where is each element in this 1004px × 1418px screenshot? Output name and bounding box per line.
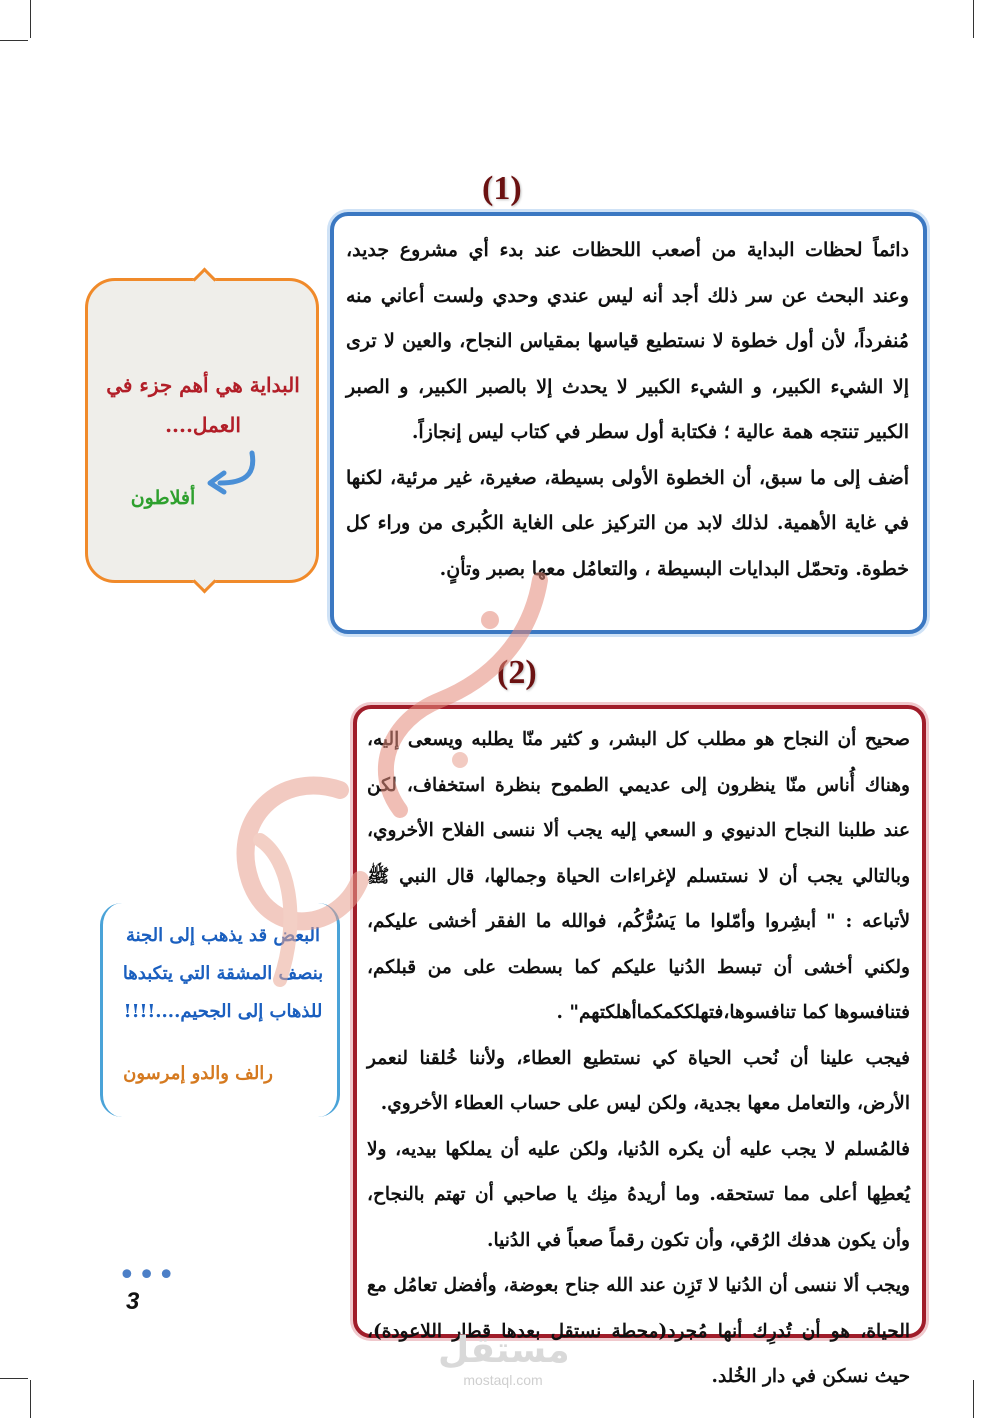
quote-notch-bottom <box>192 569 216 593</box>
crop-mark-bottom-right <box>973 1380 974 1418</box>
page-dots: ••• <box>118 1258 178 1293</box>
section-1-number: (1) <box>482 170 522 207</box>
section-2-paragraph-4: ويجب ألا ننسى أن الدُنيا لا تَزِن عند الله جناح بعوضة، وأفضل تعامُل مع الحياة، هو أن تُدرِك أنها مُجرد(محطة نستقل بعدها قطار اللاعودة)، حيث نسكن في دار الخُلد. <box>367 1275 910 1387</box>
watermark-arabic: مستقل <box>438 1330 570 1371</box>
side-quote-1 <box>85 278 319 583</box>
quote-1-author: أفلاطون <box>130 487 196 509</box>
crop-mark-bottom-left <box>30 1380 31 1418</box>
section-2-paragraph-3: فالمُسلم لا يجب عليه أن يكره الدُنيا، ولكن عليه أن يملكها بيديه، ولا يُعطِها أعلى مما تستحقه. وما أريدهُ منِك يا صاحبي أن تهتم بالنجاح، وأن يكون هدفك الرُقي، وأن تكون رقماً صعباً في الدُنيا. <box>367 1138 910 1251</box>
section-2-paragraph-1: صحيح أن النجاح هو مطلب كل البشر، و كثير منّا يطلبه ويسعى إليه، وهناك أُناس منّا ينظرون إلى عديمي الطموح بنظرة استخفاف، لكن عند طلبنا النجاح الدنيوي و السعي إليه يجب ألا ننسى الفلاح الأخروي، وبالتالي يجب أن لا نستسلم لإغراءات الحياة وجمالها، قال النبي ﷺ لأتباعه : " أبشِروا وأمّلوا ما يَسُرُّكُم، فوالله ما الفقر أخشى عليكم، ولكني أخشى أن تبسط الدُنيا عليكم كما بسطت على من قبلكم، فتنافسوها كما تنافسوها،فتهلككمكماأهلكتهم" . <box>367 729 910 1023</box>
section-1-box <box>330 212 927 634</box>
section-1-paragraph-1: دائماً لحظات البداية من أصعب اللحظات عند بدء أي مشروع جديد، وعند البحث عن سر ذلك أجد أنه ليس عندي وحدي ولست أعاني منه مُنفرداً، لأن أول خطوة لا نستطيع قياسها بمقياس النجاح، والعين لا ترى إلا الشيء الكبير، و الشيء الكبير لا يحدث إلا بالصبر الكبير، و الصبر الكبير تنتجه همة عالية ؛ فكتابة أول سطر في كتاب ليس إنجازاً. <box>346 239 909 443</box>
watermark-latin: mostaql.com <box>463 1372 543 1388</box>
crop-mark-top-left-h <box>0 40 28 41</box>
crop-mark-top-left <box>30 0 31 38</box>
page-number: 3 <box>126 1288 140 1315</box>
quote-notch-top <box>192 267 216 291</box>
quote-2-text: البعض قد يذهب إلى الجنة بنصف المشقة التي يتكبدها للذهاب إلى الجحيم....!!!! <box>122 925 324 1022</box>
crop-mark-top-right <box>973 0 974 38</box>
section-2-paragraph-2: فيجب علينا أن نُحب الحياة كي نستطيع العطاء، ولأننا خُلقنا لنعمر الأرض، والتعامل معها بجدية، ولكن ليس على حساب العطاء الأخروي. <box>367 1047 910 1114</box>
quote-2-author: رالف والدو إمرسون <box>123 1063 273 1084</box>
section-2-number: (2) <box>497 654 537 691</box>
quote-1-text: البداية هي أهم جزء في العمل.... <box>106 373 300 437</box>
crop-mark-bottom-left-h <box>0 1378 28 1379</box>
side-quote-2 <box>100 903 340 1117</box>
section-1-paragraph-2: أضف إلى ما سبق، أن الخطوة الأولى بسيطة، صغيرة، غير مرئية، لكنها في غاية الأهمية. لذلك لابد من التركيز على الغاية الكُبرى من وراء كل خطوة. وتحمّل البدايات البسيطة ، والتعامُل معها بصبر وتأنٍ. <box>346 466 909 580</box>
